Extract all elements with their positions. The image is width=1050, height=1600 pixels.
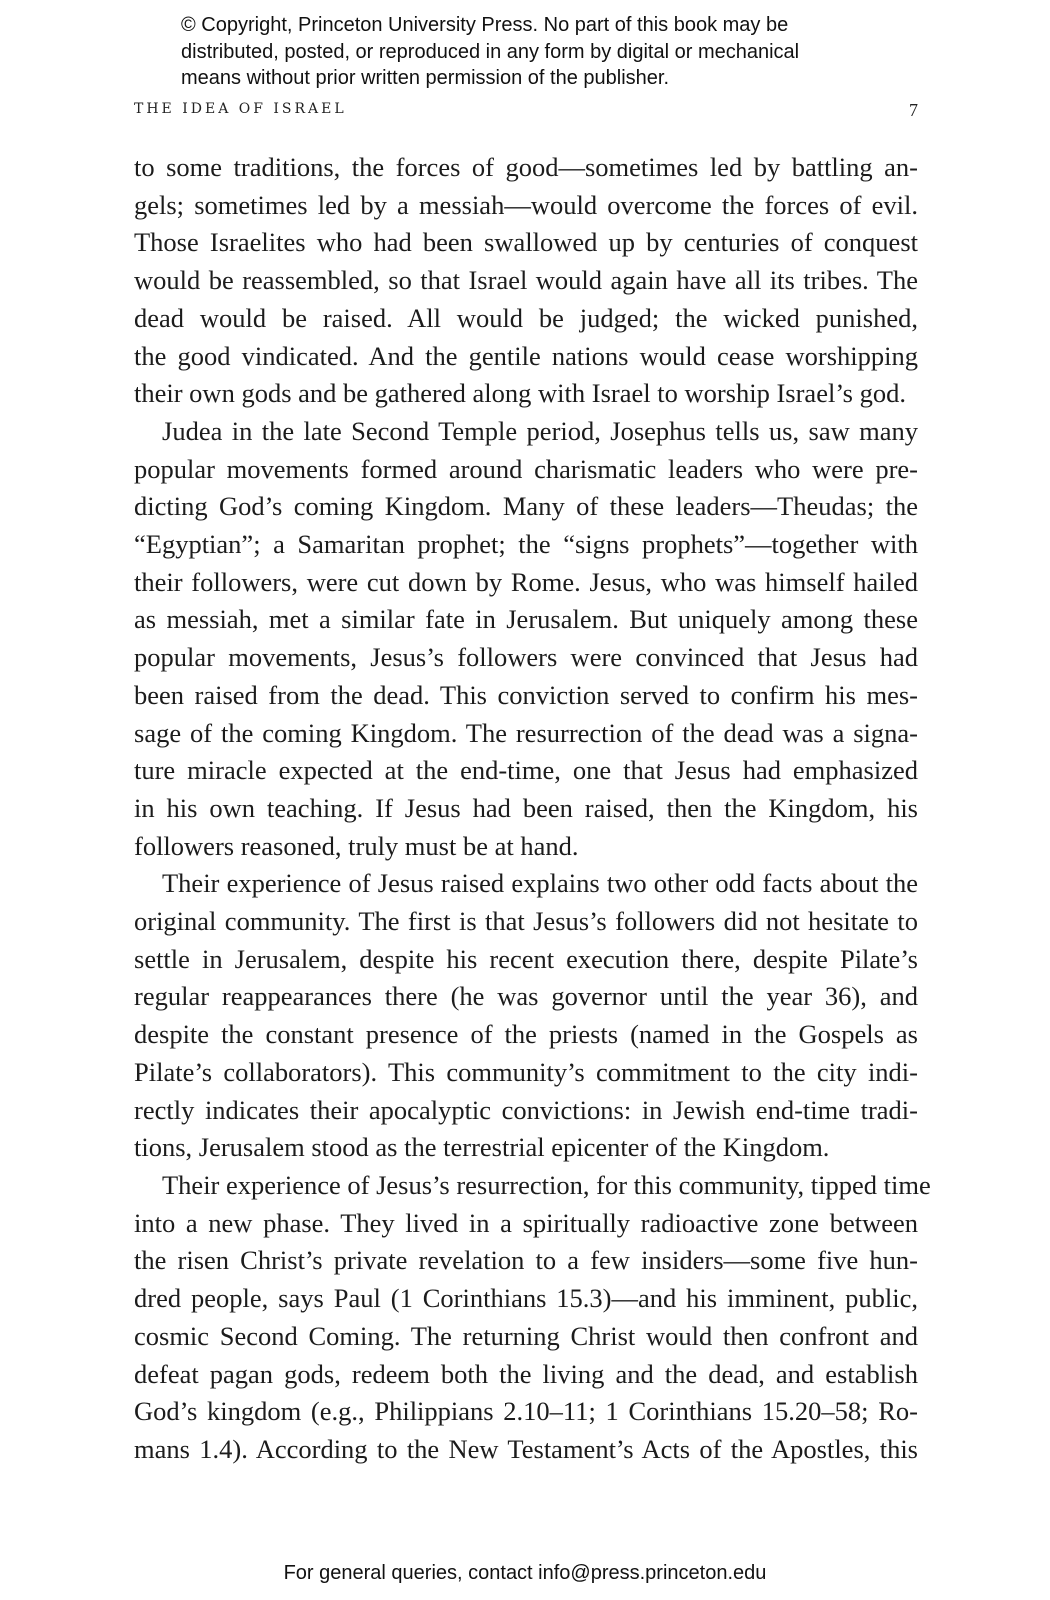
text-line: gels; sometimes led by a messiah—would overcome the forces of evil. — [134, 189, 918, 220]
text-line: would be reassembled, so that Israel would again have all its tribes. The — [134, 265, 918, 296]
paragraph-first-line: Their experience of Jesus’s resurrection, for this community, tipped time — [162, 1169, 931, 1200]
paragraph-first-line: Judea in the late Second Temple period, Josephus tells us, saw many — [162, 415, 918, 446]
text-line: original community. The first is that Jesus’s followers did not hesitate to — [134, 906, 918, 937]
copyright-line: means without prior written permission of the publisher. — [181, 67, 670, 89]
footer-contact: For general queries, contact info@press.princeton.edu — [283, 1562, 767, 1584]
text-line: popular movements formed around charismatic leaders who were pre- — [134, 453, 918, 484]
text-line: regular reappearances there (he was governor until the year 36), and — [134, 981, 918, 1012]
text-line: their own gods and be gathered along with Israel to worship Israel’s god. — [134, 378, 906, 409]
text-line: as messiah, met a similar fate in Jerusalem. But uniquely among these — [134, 604, 918, 635]
text-line: despite the constant presence of the priests (named in the Gospels as — [134, 1019, 918, 1050]
text-line: popular movements, Jesus’s followers were convinced that Jesus had — [134, 642, 918, 673]
text-line: settle in Jerusalem, despite his recent execution there, despite Pilate’s — [134, 943, 918, 974]
text-line: followers reasoned, truly must be at hand. — [134, 830, 579, 861]
body-text — [134, 149, 931, 1469]
paragraph-first-line: Their experience of Jesus raised explains two other odd facts about the — [162, 868, 918, 899]
copyright-line: © Copyright, Princeton University Press. No part of this book may be — [181, 14, 789, 36]
text-line: Pilate’s collaborators). This community’s commitment to the city indi- — [134, 1056, 918, 1087]
copyright-notice — [181, 12, 901, 92]
text-line: to some traditions, the forces of good—sometimes led by battling an- — [134, 152, 918, 182]
text-line: the good vindicated. And the gentile nations would cease worshipping — [134, 340, 918, 371]
text-line: in his own teaching. If Jesus had been raised, then the Kingdom, his — [134, 792, 918, 823]
text-line: dicting God’s coming Kingdom. Many of these leaders—Theudas; the — [134, 491, 918, 522]
text-line: into a new phase. They lived in a spiritually radioactive zone between — [134, 1207, 918, 1238]
running-head: THE IDEA OF ISRAEL — [134, 101, 347, 117]
text-line: dred people, says Paul (1 Corinthians 15.3)—and his imminent, public, — [134, 1283, 918, 1314]
text-line: the risen Christ’s private revelation to a few insiders—some five hun- — [134, 1245, 918, 1276]
text-line: ture miracle expected at the end-time, one that Jesus had emphasized — [134, 755, 918, 786]
text-line: defeat pagan gods, redeem both the living and the dead, and establish — [134, 1358, 918, 1389]
text-line: mans 1.4). According to the New Testament’s Acts of the Apostles, this — [134, 1433, 918, 1464]
text-line: dead would be raised. All would be judged; the wicked punished, — [134, 302, 918, 333]
text-line: Those Israelites who had been swallowed up by centuries of conquest — [134, 227, 918, 258]
text-line: “Egyptian”; a Samaritan prophet; the “signs prophets”—together with — [134, 529, 918, 560]
text-line: God’s kingdom (e.g., Philippians 2.10–11; 1 Corinthians 15.20–58; Ro- — [134, 1396, 918, 1427]
text-line: rectly indicates their apocalyptic convictions: in Jewish end-time tradi- — [134, 1094, 918, 1125]
page-number: 7 — [909, 100, 918, 120]
text-line: sage of the coming Kingdom. The resurrection of the dead was a signa- — [134, 717, 918, 748]
text-line: been raised from the dead. This conviction served to confirm his mes- — [134, 679, 918, 710]
copyright-line: distributed, posted, or reproduced in any form by digital or mechanical — [181, 40, 800, 63]
text-line: tions, Jerusalem stood as the terrestrial epicenter of the Kingdom. — [134, 1132, 830, 1163]
text-line: cosmic Second Coming. The returning Christ would then confront and — [134, 1320, 918, 1351]
text-line: their followers, were cut down by Rome. Jesus, who was himself hailed — [134, 566, 918, 597]
